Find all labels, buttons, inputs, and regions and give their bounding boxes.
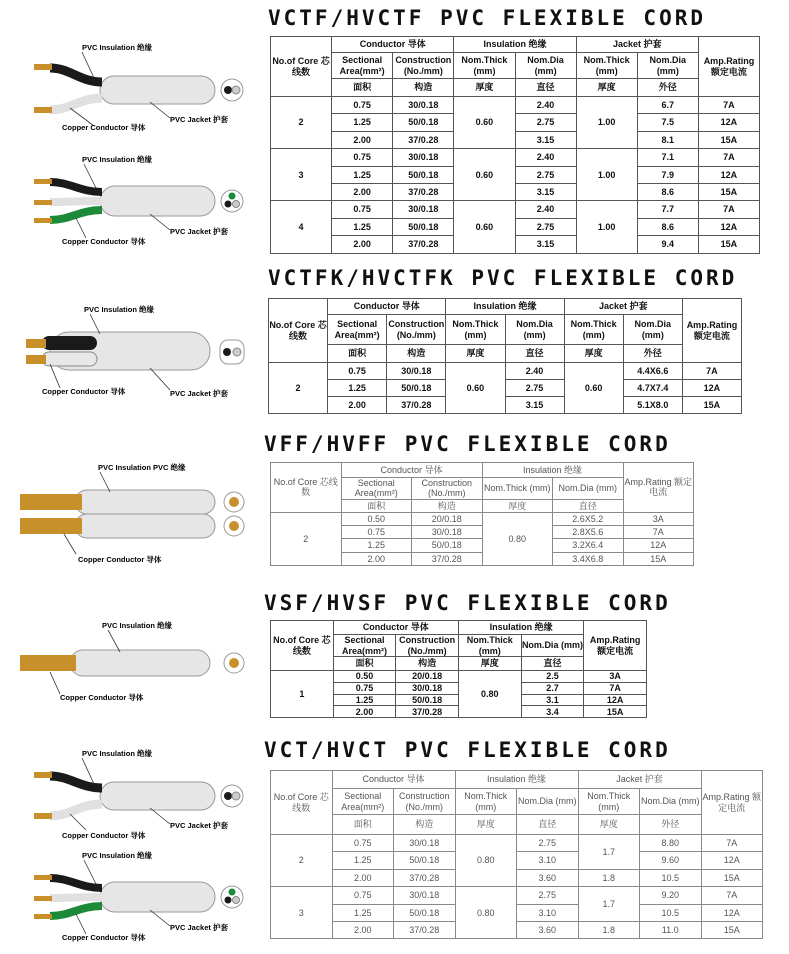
cell-area: 0.75 [333,682,396,694]
cell-construction: 50/0.18 [387,380,446,397]
label-conductor: Copper Conductor 导体 [62,933,146,942]
cell-amp: 12A [682,380,741,397]
cell-area: 1.25 [332,114,393,131]
cell-ins-dia: 3.15 [515,131,576,148]
col-constr-cn: 构造 [396,657,459,671]
cell-construction: 37/0.28 [394,921,456,938]
cell-construction: 50/0.18 [393,166,454,183]
cell-jacket-dia: 9.60 [640,852,702,869]
cell-amp: 12A [584,694,647,706]
cell-ins-dia: 3.4 [521,706,584,718]
cell-amp: 15A [698,236,759,253]
cell-ins-thick: 0.80 [458,671,521,718]
cell-ins-dia: 2.75 [505,380,564,397]
cell-jacket-dia: 7.5 [637,114,698,131]
cell-amp: 15A [698,183,759,200]
col-insulation: Insulation 绝缘 [458,621,583,635]
cell-area: 2.00 [333,706,396,718]
col-amp-rating: Amp.Rating 额定电流 [584,621,647,671]
table-row [269,380,742,397]
col-conductor: Conductor 导体 [332,37,454,53]
cell-amp: 7A [698,149,759,166]
cell-core: 3 [271,887,333,939]
cell-ins-thick: 0.80 [455,835,517,887]
cell-amp: 15A [701,869,763,886]
cell-construction: 30/0.18 [412,525,483,538]
cell-amp: 15A [584,706,647,718]
header-row [271,79,760,97]
label-insulation: PVC Insulation 绝缘 [82,749,153,758]
cell-ins-dia: 2.75 [517,835,579,852]
header-row [271,463,694,478]
cell-ins-dia: 2.7 [521,682,584,694]
section-title-vsf: VSF/HVSF PVC FLEXIBLE CORD [264,591,671,615]
section-title-vct: VCT/HVCT PVC FLEXIBLE CORD [264,738,671,762]
col-sect-cn: 面积 [332,815,394,835]
cell-area: 2.00 [332,183,393,200]
cell-area: 2.00 [341,552,412,565]
label-insulation: PVC Insulation 绝缘 [102,621,173,630]
cell-construction: 30/0.18 [394,835,456,852]
table-row [271,218,760,235]
cell-ins-dia: 2.75 [517,887,579,904]
cell-area: 2.00 [332,869,394,886]
col-no-core: No.of Core 芯线数 [271,463,342,513]
col-amp-rating: Amp.Rating 额定电流 [701,771,763,835]
cell-jacket-thick: 1.00 [576,201,637,253]
col-constr: Construction (No./mm) [394,789,456,815]
table-row [271,183,760,200]
cell-jacket-dia: 7.1 [637,149,698,166]
cell-ins-thick: 0.80 [455,887,517,939]
col-thick-cn: 厚度 [455,815,517,835]
cell-amp: 12A [623,539,694,552]
col-jdia-cn: 外径 [640,815,702,835]
label-conductor: Copper Conductor 导体 [60,693,144,702]
col-jthick: Nom.Thick (mm) [564,315,623,345]
spec-table-vsf [270,620,647,718]
cell-jacket-dia: 4.4X6.6 [623,363,682,380]
cell-amp: 12A [698,114,759,131]
col-thick-cn: 厚度 [454,79,515,97]
col-dia-cn: 直径 [521,657,584,671]
label-jacket: PVC Jacket 护套 [170,389,228,398]
label-jacket: PVC Jacket 护套 [170,115,228,124]
cell-jacket-thick: 1.8 [578,869,640,886]
col-constr: Construction (No./mm) [387,315,446,345]
col-jdia-cn: 外径 [637,79,698,97]
cell-ins-dia: 2.40 [515,149,576,166]
table-row [269,363,742,380]
col-thick: Nom.Thick (mm) [455,789,517,815]
cell-jacket-dia: 4.7X7.4 [623,380,682,397]
col-jthick: Nom.Thick (mm) [578,789,640,815]
header-row [269,315,742,345]
spec-table-vctfk [268,298,742,414]
col-constr-cn: 构造 [393,79,454,97]
vct-2core-illustration [20,746,260,846]
spec-table-vff [270,462,694,566]
col-constr: Construction (No./mm) [412,478,483,500]
cell-area: 2.00 [332,236,393,253]
cell-construction: 20/0.18 [412,512,483,525]
col-constr-cn: 构造 [387,345,446,363]
label-insulation: PVC Insulation 绝缘 [82,851,153,860]
cell-construction: 50/0.18 [393,218,454,235]
cell-area: 0.75 [332,97,393,114]
cell-ins-dia: 3.1 [521,694,584,706]
cell-jacket-dia: 8.1 [637,131,698,148]
header-row [271,789,763,815]
cell-area: 0.75 [332,201,393,218]
col-no-core: No.of Core 芯线数 [271,771,333,835]
cell-amp: 7A [698,97,759,114]
cell-jacket-dia: 8.6 [637,183,698,200]
section-title-vctfk: VCTFK/HVCTFK PVC FLEXIBLE CORD [268,266,738,290]
cell-amp: 3A [584,671,647,683]
col-jacket: Jacket 护套 [578,771,701,789]
table-row [271,921,763,938]
cell-amp: 3A [623,512,694,525]
col-jacket: Jacket 护套 [576,37,698,53]
cell-ins-dia: 3.15 [515,236,576,253]
col-dia-cn: 直径 [517,815,579,835]
cell-jacket-thick: 0.60 [564,363,623,414]
cell-area: 2.00 [328,397,387,414]
cell-ins-thick: 0.60 [454,97,515,149]
cell-core: 2 [271,97,332,149]
label-jacket: PVC Jacket 护套 [170,923,228,932]
cell-core: 2 [271,512,342,565]
cell-ins-dia: 2.40 [515,97,576,114]
cell-ins-thick: 0.60 [454,201,515,253]
table-row [271,835,763,852]
col-conductor: Conductor 导体 [341,463,482,478]
cell-area: 1.25 [341,539,412,552]
cell-construction: 37/0.28 [387,397,446,414]
label-jacket: PVC Jacket 护套 [170,227,228,236]
cell-construction: 37/0.28 [396,706,459,718]
col-dia-cn: 直径 [505,345,564,363]
col-conductor: Conductor 导体 [332,771,455,789]
label-insulation: PVC Insulation 绝缘 [84,305,155,314]
label-jacket: PVC Jacket 护套 [170,821,228,830]
cell-construction: 30/0.18 [396,682,459,694]
col-constr: Construction (No./mm) [393,53,454,79]
section-title-vff: VFF/HVFF PVC FLEXIBLE CORD [264,432,671,456]
cell-ins-dia: 2.40 [505,363,564,380]
header-row [271,771,763,789]
cell-jacket-dia: 9.20 [640,887,702,904]
cell-area: 1.25 [333,694,396,706]
col-sect-cn: 面积 [328,345,387,363]
cell-core: 2 [269,363,328,414]
col-sect-cn: 面积 [332,79,393,97]
col-no-core: No.of Core 芯线数 [271,37,332,97]
col-dia-cn: 直径 [553,499,624,512]
cell-construction: 30/0.18 [394,887,456,904]
cell-construction: 50/0.18 [394,904,456,921]
label-insulation: PVC Insulation 绝缘 [82,43,153,52]
header-row [269,299,742,315]
cell-core: 1 [271,671,334,718]
cell-jacket-dia: 7.7 [637,201,698,218]
cell-jacket-dia: 10.5 [640,904,702,921]
cell-construction: 37/0.28 [412,552,483,565]
cell-construction: 50/0.18 [396,694,459,706]
col-insulation: Insulation 绝缘 [454,37,576,53]
col-sect: Sectional Area(mm²) [328,315,387,345]
cell-ins-dia: 3.2X6.4 [553,539,624,552]
cell-ins-thick: 0.60 [446,363,505,414]
label-insulation: PVC Insulation 绝缘 [82,155,153,164]
cell-construction: 50/0.18 [412,539,483,552]
cell-ins-dia: 2.5 [521,671,584,683]
col-jthick-cn: 厚度 [578,815,640,835]
col-constr-cn: 构造 [412,499,483,512]
vff-illustration [20,462,260,572]
cell-amp: 7A [701,835,763,852]
cell-area: 1.25 [332,166,393,183]
col-jdia: Nom.Dia (mm) [640,789,702,815]
cell-jacket-dia: 7.9 [637,166,698,183]
vctf-3core-illustration [20,152,260,252]
header-row [271,37,760,53]
col-conductor: Conductor 导体 [328,299,446,315]
cell-ins-dia: 3.10 [517,904,579,921]
col-sect: Sectional Area(mm²) [333,635,396,657]
label-conductor: Copper Conductor 导体 [62,123,146,132]
col-thick: Nom.Thick (mm) [458,635,521,657]
cell-area: 0.50 [333,671,396,683]
cell-area: 0.75 [332,835,394,852]
cell-jacket-dia: 8.6 [637,218,698,235]
cell-ins-dia: 2.40 [515,201,576,218]
label-conductor: Copper Conductor 导体 [42,387,126,396]
cell-core: 2 [271,835,333,887]
cell-ins-dia: 3.15 [505,397,564,414]
cell-ins-dia: 2.75 [515,114,576,131]
cell-amp: 12A [698,166,759,183]
col-jthick-cn: 厚度 [576,79,637,97]
cell-amp: 15A [682,397,741,414]
cell-jacket-dia: 11.0 [640,921,702,938]
col-insulation: Insulation 绝缘 [446,299,564,315]
col-insulation: Insulation 绝缘 [482,463,623,478]
label-conductor: Copper Conductor 导体 [78,555,162,564]
table-row [271,166,760,183]
cell-ins-dia: 2.6X5.2 [553,512,624,525]
col-amp-rating: Amp.Rating 额定电流 [682,299,741,363]
table-row [271,201,760,218]
cell-jacket-thick: 1.7 [578,887,640,922]
cell-ins-dia: 2.8X5.6 [553,525,624,538]
cell-amp: 7A [623,525,694,538]
cell-jacket-dia: 9.4 [637,236,698,253]
header-row [269,345,742,363]
col-insulation: Insulation 绝缘 [455,771,578,789]
cell-construction: 30/0.18 [393,97,454,114]
cell-jacket-thick: 1.00 [576,149,637,201]
cell-construction: 20/0.18 [396,671,459,683]
table-row [271,114,760,131]
table-row [271,512,694,525]
cell-construction: 37/0.28 [393,236,454,253]
cell-area: 1.25 [332,852,394,869]
cell-amp: 12A [701,904,763,921]
spec-table-vctf [270,36,760,254]
table-row [271,852,763,869]
cell-ins-thick: 0.60 [454,149,515,201]
cell-area: 1.25 [328,380,387,397]
table-row [271,869,763,886]
vsf-illustration [20,620,260,710]
label-insulation: PVC Insulation PVC 绝缘 [98,463,186,472]
col-no-core: No.of Core 芯线数 [269,299,328,363]
col-constr-cn: 构造 [394,815,456,835]
cell-construction: 30/0.18 [387,363,446,380]
col-sect: Sectional Area(mm²) [341,478,412,500]
cell-area: 1.25 [332,904,394,921]
cell-jacket-thick: 1.8 [578,921,640,938]
table-row [271,671,647,683]
cell-amp: 7A [701,887,763,904]
cell-construction: 50/0.18 [393,114,454,131]
header-row [271,53,760,79]
cell-jacket-thick: 1.7 [578,835,640,870]
col-sect: Sectional Area(mm²) [332,789,394,815]
vct-3core-illustration [20,850,260,950]
cell-area: 1.25 [332,218,393,235]
cell-construction: 37/0.28 [393,131,454,148]
cell-amp: 12A [701,852,763,869]
col-constr: Construction (No./mm) [396,635,459,657]
cell-construction: 30/0.18 [393,149,454,166]
col-jacket: Jacket 护套 [564,299,682,315]
cell-ins-thick: 0.80 [482,512,553,565]
spec-table-vct [270,770,763,939]
table-row [271,131,760,148]
cell-jacket-thick: 1.00 [576,97,637,149]
cell-amp: 15A [698,131,759,148]
cell-area: 0.75 [332,149,393,166]
cell-construction: 37/0.28 [394,869,456,886]
section-title-vctf: VCTF/HVCTF PVC FLEXIBLE CORD [268,6,707,30]
col-jdia-cn: 外径 [623,345,682,363]
col-jthick: Nom.Thick (mm) [576,53,637,79]
cell-core: 3 [271,149,332,201]
cell-area: 2.00 [332,131,393,148]
cell-area: 2.00 [332,921,394,938]
cell-amp: 15A [701,921,763,938]
table-row [271,236,760,253]
cell-ins-dia: 2.75 [515,218,576,235]
col-dia: Nom.Dia (mm) [515,53,576,79]
cell-jacket-dia: 10.5 [640,869,702,886]
table-row [271,149,760,166]
label-conductor: Copper Conductor 导体 [62,831,146,840]
header-row [271,815,763,835]
col-no-core: No.of Core 芯线数 [271,621,334,671]
cell-ins-dia: 3.15 [515,183,576,200]
cell-ins-dia: 3.60 [517,921,579,938]
cell-ins-dia: 3.4X6.8 [553,552,624,565]
col-dia: Nom.Dia (mm) [517,789,579,815]
col-sect-cn: 面积 [341,499,412,512]
cell-amp: 7A [682,363,741,380]
cell-amp: 7A [584,682,647,694]
col-sect-cn: 面积 [333,657,396,671]
label-conductor: Copper Conductor 导体 [62,237,146,246]
table-row [271,904,763,921]
cell-area: 0.75 [328,363,387,380]
table-row [269,397,742,414]
col-jdia: Nom.Dia (mm) [623,315,682,345]
table-row [271,97,760,114]
col-jdia: Nom.Dia (mm) [637,53,698,79]
col-jthick-cn: 厚度 [564,345,623,363]
cell-core: 4 [271,201,332,253]
vctf-2core-illustration [20,38,260,138]
header-row [271,621,647,635]
cell-ins-dia: 2.75 [515,166,576,183]
cell-ins-dia: 3.60 [517,869,579,886]
col-thick-cn: 厚度 [458,657,521,671]
table-row [271,887,763,904]
cell-amp: 15A [623,552,694,565]
cell-jacket-dia: 8.80 [640,835,702,852]
col-sect: Sectional Area(mm²) [332,53,393,79]
col-dia: Nom.Dia (mm) [553,478,624,500]
cell-amp: 7A [698,201,759,218]
cell-area: 0.75 [332,887,394,904]
cell-construction: 50/0.18 [394,852,456,869]
col-dia: Nom.Dia (mm) [505,315,564,345]
cell-construction: 30/0.18 [393,201,454,218]
cell-area: 0.75 [341,525,412,538]
col-thick-cn: 厚度 [446,345,505,363]
cell-jacket-dia: 6.7 [637,97,698,114]
col-dia-cn: 直径 [515,79,576,97]
vctfk-illustration [20,302,260,402]
col-amp-rating: Amp.Rating 额定电流 [698,37,759,97]
col-amp-rating: Amp.Rating 额定电流 [623,463,694,513]
col-thick: Nom.Thick (mm) [454,53,515,79]
col-thick: Nom.Thick (mm) [446,315,505,345]
col-thick: Nom.Thick (mm) [482,478,553,500]
col-dia: Nom.Dia (mm) [521,635,584,657]
cell-amp: 12A [698,218,759,235]
cell-construction: 37/0.28 [393,183,454,200]
cell-area: 0.50 [341,512,412,525]
col-thick-cn: 厚度 [482,499,553,512]
cell-jacket-dia: 5.1X8.0 [623,397,682,414]
col-conductor: Conductor 导体 [333,621,458,635]
cell-ins-dia: 3.10 [517,852,579,869]
